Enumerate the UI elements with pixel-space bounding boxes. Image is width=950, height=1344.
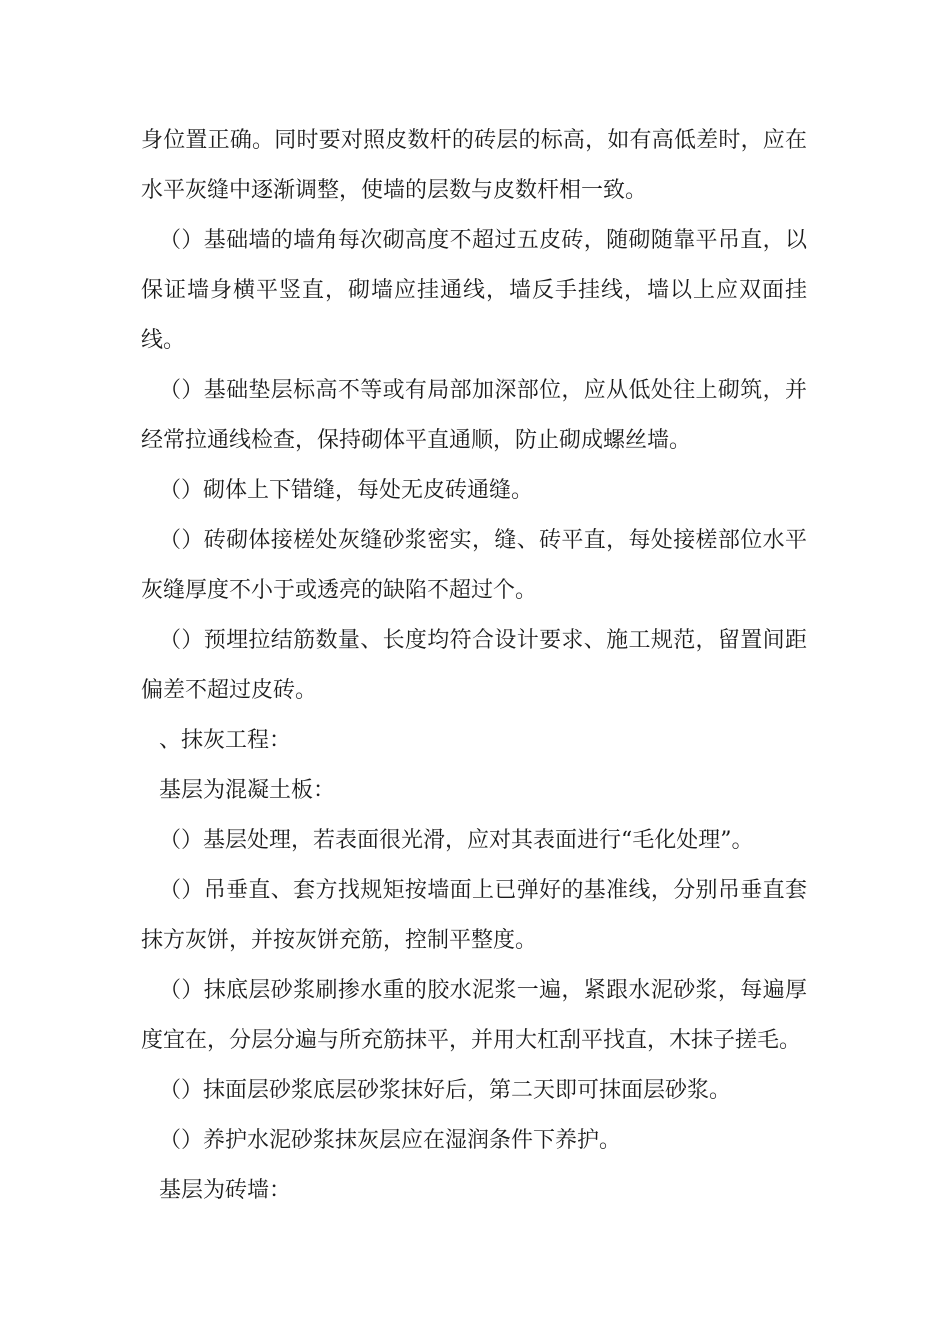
subsection-heading: 基层为混凝土板： — [159, 778, 336, 803]
paragraph-item: （）基础垫层标高不等或有局部加深部位，应从低处往上砌筑，并经常拉通线检查，保持砌体平直通顺，防止砌成螺丝墙。 — [141, 378, 807, 453]
document-body — [141, 116, 807, 1216]
subsection-heading: 基层为砖墙： — [159, 1178, 292, 1203]
paragraph-item: （）抹面层砂浆底层砂浆抹好后，第二天即可抹面层砂浆。 — [159, 1078, 732, 1103]
paragraph-item: （）养护水泥砂浆抹灰层应在湿润条件下养护。 — [159, 1128, 622, 1153]
paragraph-item: （）吊垂直、套方找规矩按墙面上已弹好的基准线，分别吊垂直套抹方灰饼，并按灰饼充筋，控制平整度。 — [141, 878, 807, 953]
paragraph-item: （）基础墙的墙角每次砌高度不超过五皮砖，随砌随靠平吊直，以保证墙身横平竖直，砌墙应挂通线，墙反手挂线，墙以上应双面挂线。 — [141, 228, 807, 353]
paragraph-item: （）抹底层砂浆刷掺水重的胶水泥浆一遍，紧跟水泥砂浆，每遍厚度宜在，分层分遍与所充筋抹平，并用大杠刮平找直，木抹子搓毛。 — [141, 978, 807, 1053]
section-heading: 、抹灰工程： — [159, 728, 292, 753]
paragraph-item: （）基层处理，若表面很光滑，应对其表面进行“毛化处理”。 — [159, 828, 754, 853]
paragraph-item: （）砌体上下错缝，每处无皮砖通缝。 — [159, 478, 534, 503]
paragraph-item: （）预埋拉结筋数量、长度均符合设计要求、施工规范，留置间距偏差不超过皮砖。 — [141, 628, 807, 703]
paragraph-item: （）砖砌体接槎处灰缝砂浆密实，缝、砖平直，每处接槎部位水平灰缝厚度不小于或透亮的缺陷不超过个。 — [141, 528, 807, 603]
paragraph-continuation: 身位置正确。同时要对照皮数杆的砖层的标高，如有高低差时，应在水平灰缝中逐渐调整，使墙的层数与皮数杆相一致。 — [141, 128, 807, 203]
